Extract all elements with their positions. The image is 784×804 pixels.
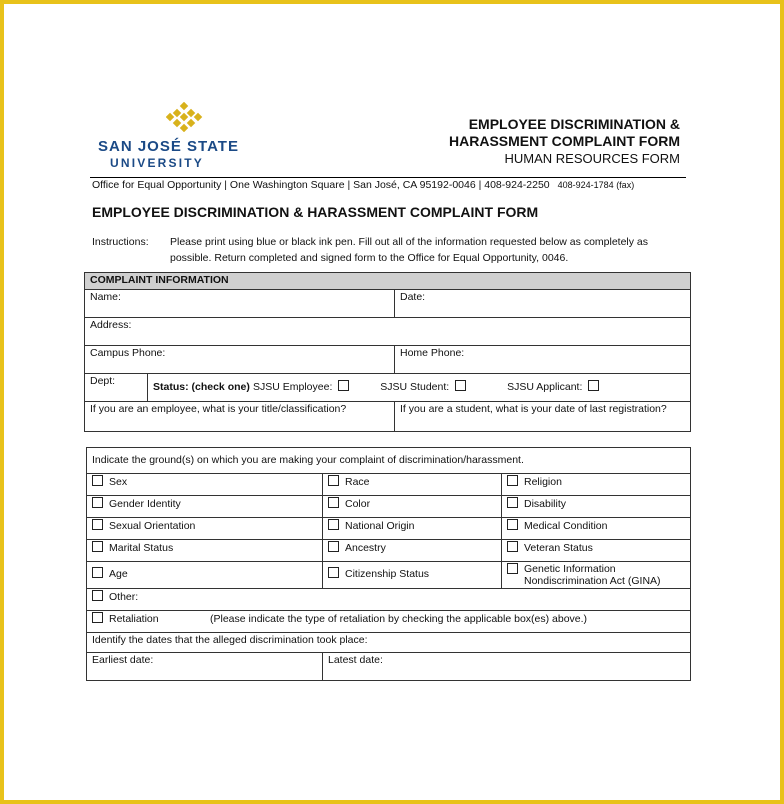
ground-label: Veteran Status	[524, 542, 593, 554]
home-phone-label: Home Phone:	[400, 347, 465, 359]
sjsu-applicant-checkbox[interactable]	[588, 380, 599, 391]
other-option[interactable]	[87, 589, 691, 611]
sjsu-logo-icon	[166, 102, 204, 132]
dept-field[interactable]	[85, 374, 148, 402]
dates-intro: Identify the dates that the alleged discrimination took place:	[87, 633, 691, 653]
date-field[interactable]	[395, 290, 691, 318]
gina-label-line-2: Nondiscrimination Act (GINA)	[524, 575, 661, 587]
other-label: Other:	[109, 591, 139, 603]
ground-option[interactable]	[87, 540, 323, 562]
form-page	[4, 4, 780, 800]
section-title: COMPLAINT INFORMATION	[85, 273, 691, 290]
office-address: Office for Equal Opportunity | One Washington Square | San José, CA 95192-0046 | 408-924-2250	[92, 179, 550, 191]
status-label: Status: (check one)	[153, 381, 250, 393]
ground-option[interactable]	[502, 474, 691, 496]
grounds-table	[86, 447, 691, 681]
ground-option[interactable]	[323, 540, 502, 562]
instructions-label: Instructions:	[92, 236, 149, 248]
ground-option[interactable]	[323, 562, 502, 589]
home-phone-field[interactable]	[395, 346, 691, 374]
ground-label: Ancestry	[345, 542, 386, 554]
university-logo	[98, 102, 274, 170]
status-student-label: SJSU Student:	[380, 381, 450, 393]
color-checkbox[interactable]	[328, 497, 339, 508]
latest-date-field[interactable]	[323, 653, 691, 681]
age-checkbox[interactable]	[92, 567, 103, 578]
ancestry-checkbox[interactable]	[328, 541, 339, 552]
gender-identity-checkbox[interactable]	[92, 497, 103, 508]
header-title-line-2: HARASSMENT COMPLAINT FORM	[449, 133, 680, 149]
retaliation-option[interactable]	[87, 611, 691, 633]
name-field[interactable]	[85, 290, 395, 318]
sjsu-employee-checkbox[interactable]	[338, 380, 349, 391]
ground-option[interactable]	[87, 518, 323, 540]
ground-option[interactable]	[87, 562, 323, 589]
address-label: Address:	[90, 319, 132, 331]
form-title: EMPLOYEE DISCRIMINATION & HARASSMENT COMPLAINT FORM	[92, 204, 539, 220]
sjsu-student-checkbox[interactable]	[455, 380, 466, 391]
disability-checkbox[interactable]	[507, 497, 518, 508]
national-origin-checkbox[interactable]	[328, 519, 339, 530]
complaint-information-table	[84, 272, 691, 432]
address-field[interactable]	[85, 318, 691, 346]
name-label: Name:	[90, 291, 121, 303]
date-label: Date:	[400, 291, 426, 303]
status-employee-label: SJSU Employee:	[253, 381, 333, 393]
student-registration-question: If you are a student, what is your date of last registration?	[400, 403, 667, 415]
header-divider	[90, 177, 686, 178]
religion-checkbox[interactable]	[507, 475, 518, 486]
retaliation-note: (Please indicate the type of retaliation by checking the applicable box(es) above.)	[210, 613, 588, 625]
earliest-date-field[interactable]	[87, 653, 323, 681]
ground-label: Sex	[109, 476, 128, 488]
header-subtitle: HUMAN RESOURCES FORM	[504, 151, 680, 166]
ground-option[interactable]	[323, 518, 502, 540]
retaliation-label: Retaliation	[109, 613, 159, 625]
ground-option[interactable]	[323, 474, 502, 496]
grounds-intro: Indicate the ground(s) on which you are making your complaint of discrimination/harassment.	[87, 448, 691, 474]
form-header	[449, 116, 680, 167]
latest-date-label: Latest date:	[328, 654, 383, 666]
citizenship-checkbox[interactable]	[328, 567, 339, 578]
logo-line-2: UNIVERSITY	[110, 156, 205, 170]
ground-label: Age	[109, 568, 128, 580]
employee-title-field[interactable]	[85, 402, 395, 432]
dept-label: Dept:	[90, 375, 116, 387]
campus-phone-field[interactable]	[85, 346, 395, 374]
student-registration-field[interactable]	[395, 402, 691, 432]
ground-option[interactable]	[502, 562, 691, 589]
ground-option[interactable]	[87, 474, 323, 496]
ground-label: Sexual Orientation	[109, 520, 196, 532]
office-contact-line	[92, 179, 634, 191]
ground-option[interactable]	[502, 518, 691, 540]
employee-title-question: If you are an employee, what is your title/classification?	[90, 403, 347, 415]
ground-label: National Origin	[345, 520, 415, 532]
ground-label: Marital Status	[109, 542, 174, 554]
campus-phone-label: Campus Phone:	[90, 347, 166, 359]
status-applicant-label: SJSU Applicant:	[507, 381, 583, 393]
ground-label: Citizenship Status	[345, 568, 430, 580]
retaliation-checkbox[interactable]	[92, 612, 103, 623]
marital-status-checkbox[interactable]	[92, 541, 103, 552]
instructions-text: Please print using blue or black ink pen. Fill out all of the information requested below as completely as possible. Return completed and signed form to the Office for Equal Opportunity, 0046.	[170, 236, 649, 264]
sex-checkbox[interactable]	[92, 475, 103, 486]
ground-option[interactable]	[323, 496, 502, 518]
ground-option[interactable]	[502, 496, 691, 518]
logo-line-1: SAN JOSÉ STATE	[98, 138, 239, 155]
earliest-date-label: Earliest date:	[92, 654, 154, 666]
status-row	[148, 374, 691, 402]
gina-label-line-1: Genetic Information	[524, 563, 616, 575]
veteran-status-checkbox[interactable]	[507, 541, 518, 552]
ground-label: Race	[345, 476, 370, 488]
gina-checkbox[interactable]	[507, 563, 518, 574]
header-title-line-1: EMPLOYEE DISCRIMINATION &	[468, 116, 680, 132]
race-checkbox[interactable]	[328, 475, 339, 486]
ground-option[interactable]	[502, 540, 691, 562]
ground-label: Color	[345, 498, 371, 510]
ground-option[interactable]	[87, 496, 323, 518]
medical-condition-checkbox[interactable]	[507, 519, 518, 530]
ground-label: Medical Condition	[524, 520, 608, 532]
sexual-orientation-checkbox[interactable]	[92, 519, 103, 530]
office-fax: 408-924-1784 (fax)	[557, 180, 635, 190]
other-checkbox[interactable]	[92, 590, 103, 601]
ground-label: Gender Identity	[109, 498, 181, 510]
ground-label: Religion	[524, 476, 562, 488]
ground-label: Disability	[524, 498, 567, 510]
